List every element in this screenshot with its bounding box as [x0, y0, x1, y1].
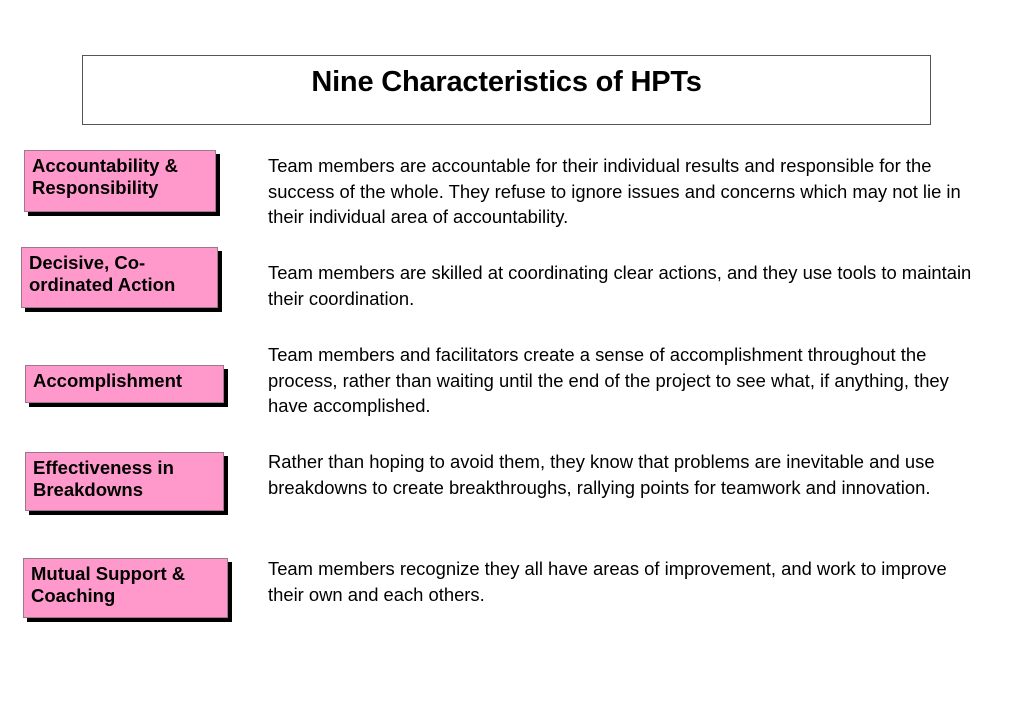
label-accountability-responsibility: Accountability & Responsibility: [24, 150, 216, 212]
description-mutual-support-coaching: Team members recognize they all have areas of improvement, and work to improve their own and each others.: [268, 558, 947, 605]
title-box: [82, 55, 931, 125]
label-decisive-coordinated-action: Decisive, Co- ordinated Action: [21, 247, 218, 308]
description-effectiveness-in-breakdowns: Rather than hoping to avoid them, they know that problems are inevitable and use breakdowns to create breakthroughs, rallying points for teamwork and innovation.: [268, 451, 935, 498]
label-mutual-support-coaching: Mutual Support & Coaching: [23, 558, 228, 618]
description-accountability-responsibility: Team members are accountable for their individual results and responsible for the success of the whole. They refuse to ignore issues and concerns which may not lie in their individual area of accountability.: [268, 155, 961, 227]
label-accomplishment: Accomplishment: [25, 365, 224, 403]
description-decisive-coordinated-action: Team members are skilled at coordinating clear actions, and they use tools to maintain their coordination.: [268, 262, 972, 309]
label-effectiveness-in-breakdowns: Effectiveness in Breakdowns: [25, 452, 224, 511]
description-accomplishment: Team members and facilitators create a sense of accomplishment throughout the process, rather than waiting until the end of the project to see what, if anything, they have accomplished.: [268, 344, 949, 416]
page-title: Nine Characteristics of HPTs: [311, 66, 702, 98]
